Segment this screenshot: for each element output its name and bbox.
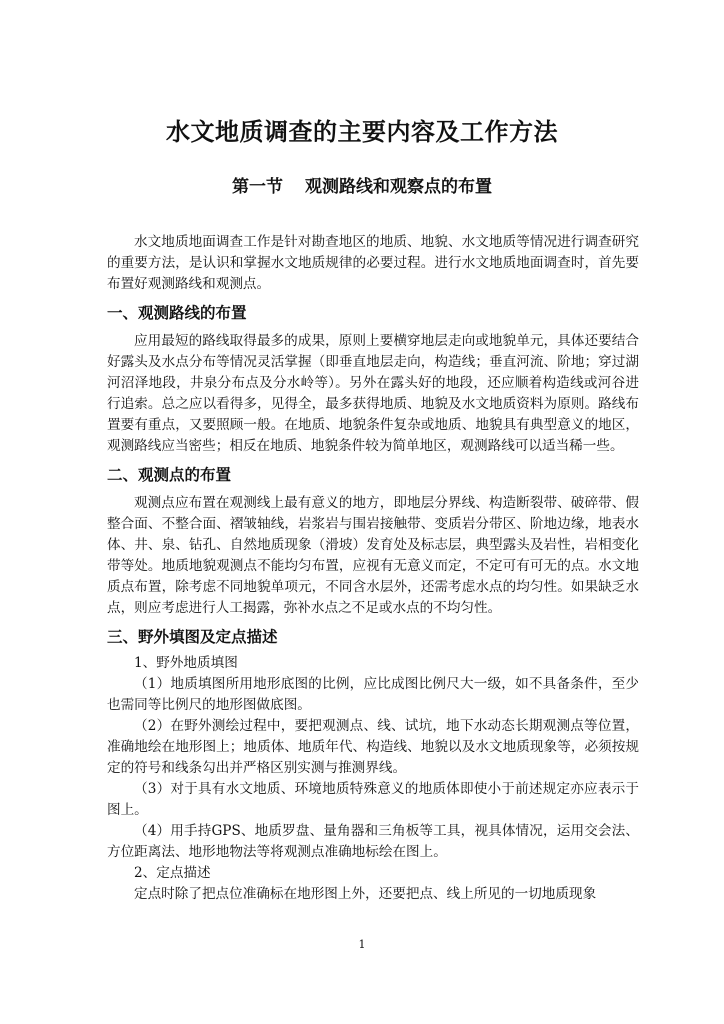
heading-observation-points: 二、观测点的布置: [107, 466, 232, 484]
heading-observation-routes: 一、观测路线的布置: [107, 304, 247, 322]
section-name: 观测路线和观察点的布置: [305, 177, 492, 197]
section-title: [0, 176, 724, 198]
mapping-item-2: （2）在野外测绘过程中，要把观测点、线、试坑，地下水动态长期观测点等位置，准确地绘在地形图上；地质体、地质年代、构造线、地貌以及水文地质现象等，必须按规定的符号和线条勾出并严格区别实测与推测界线。: [107, 718, 639, 776]
heading-field-mapping: 三、野外填图及定点描述: [107, 628, 278, 646]
mapping-item-1: （1）地质填图所用地形底图的比例，应比成图比例尺大一级，如不具备条件，至少也需同等比例尺的地形图做底图。: [107, 676, 639, 713]
section-label: 第一节: [232, 177, 283, 197]
paragraph-observation-points: 观测点应布置在观测线上最有意义的地方，即地层分界线、构造断裂带、破碎带、假整合面、不整合面、褶皱轴线，岩浆岩与围岩接触带、变质岩分带区、阶地边缘，地表水体、井、泉、钻孔、自然地质现象（滑坡）发育处及标志层，典型露头及岩性，岩相变化带等处。地质地貌观测点不能均匀布置，应视有无意义而定，不定可有可无的点。水文地质点布置，除考虑不同地貌单项元，不同含水层外，还需考虑水点的均匀性。如果缺乏水点，则应考虑进行人工揭露，弥补水点之不足或水点的不均匀性。: [107, 495, 639, 616]
paragraph-observation-routes: 应用最短的路线取得最多的成果，原则上要横穿地层走向或地貌单元，具体还要结合好露头及水点分布等情况灵活掌握（即垂直地层走向，构造线；垂直河流、阶地；穿过湖河沼泽地段，井泉分布点及分水岭等）。另外在露头好的地段，还应顺着构造线或河谷进行追索。总之应以看得多，见得全，最多获得地质、地貌及水文地质资料为原则。路线布置要有重点，又要照顾一般。在地质、地貌条件复杂或地质、地貌具有典型意义的地区，观测路线应当密些；相反在地质、地貌条件较为简单地区，观测路线可以适当稀一些。: [107, 333, 639, 454]
intro-paragraph: 水文地质地面调查工作是针对勘查地区的地质、地貌、水文地质等情况进行调查研究的重要方法，是认识和掌握水文地质规律的必要过程。进行水文地质地面调查时，首先要布置好观测路线和观测点。: [107, 234, 639, 292]
point-description-paragraph: 定点时除了把点位准确标在地形图上外，还要把点、线上所见的一切地质现象: [134, 886, 597, 902]
subheading-point-description: 2、定点描述: [134, 865, 211, 881]
subheading-geologic-mapping: 1、野外地质填图: [134, 655, 238, 671]
mapping-item-3: （3）对于具有水文地质、环境地质特殊意义的地质体即使小于前述规定亦应表示于图上。: [107, 781, 639, 818]
document-body: [107, 232, 639, 905]
mapping-item-4: （4）用手持GPS、地质罗盘、量角器和三角板等工具，视具体情况，运用交会法、方位距离法、地形地物法等将观测点准确地标绘在图上。: [107, 823, 639, 860]
document-title: 水文地质调查的主要内容及工作方法: [166, 118, 558, 146]
page-number: 1: [358, 938, 366, 951]
